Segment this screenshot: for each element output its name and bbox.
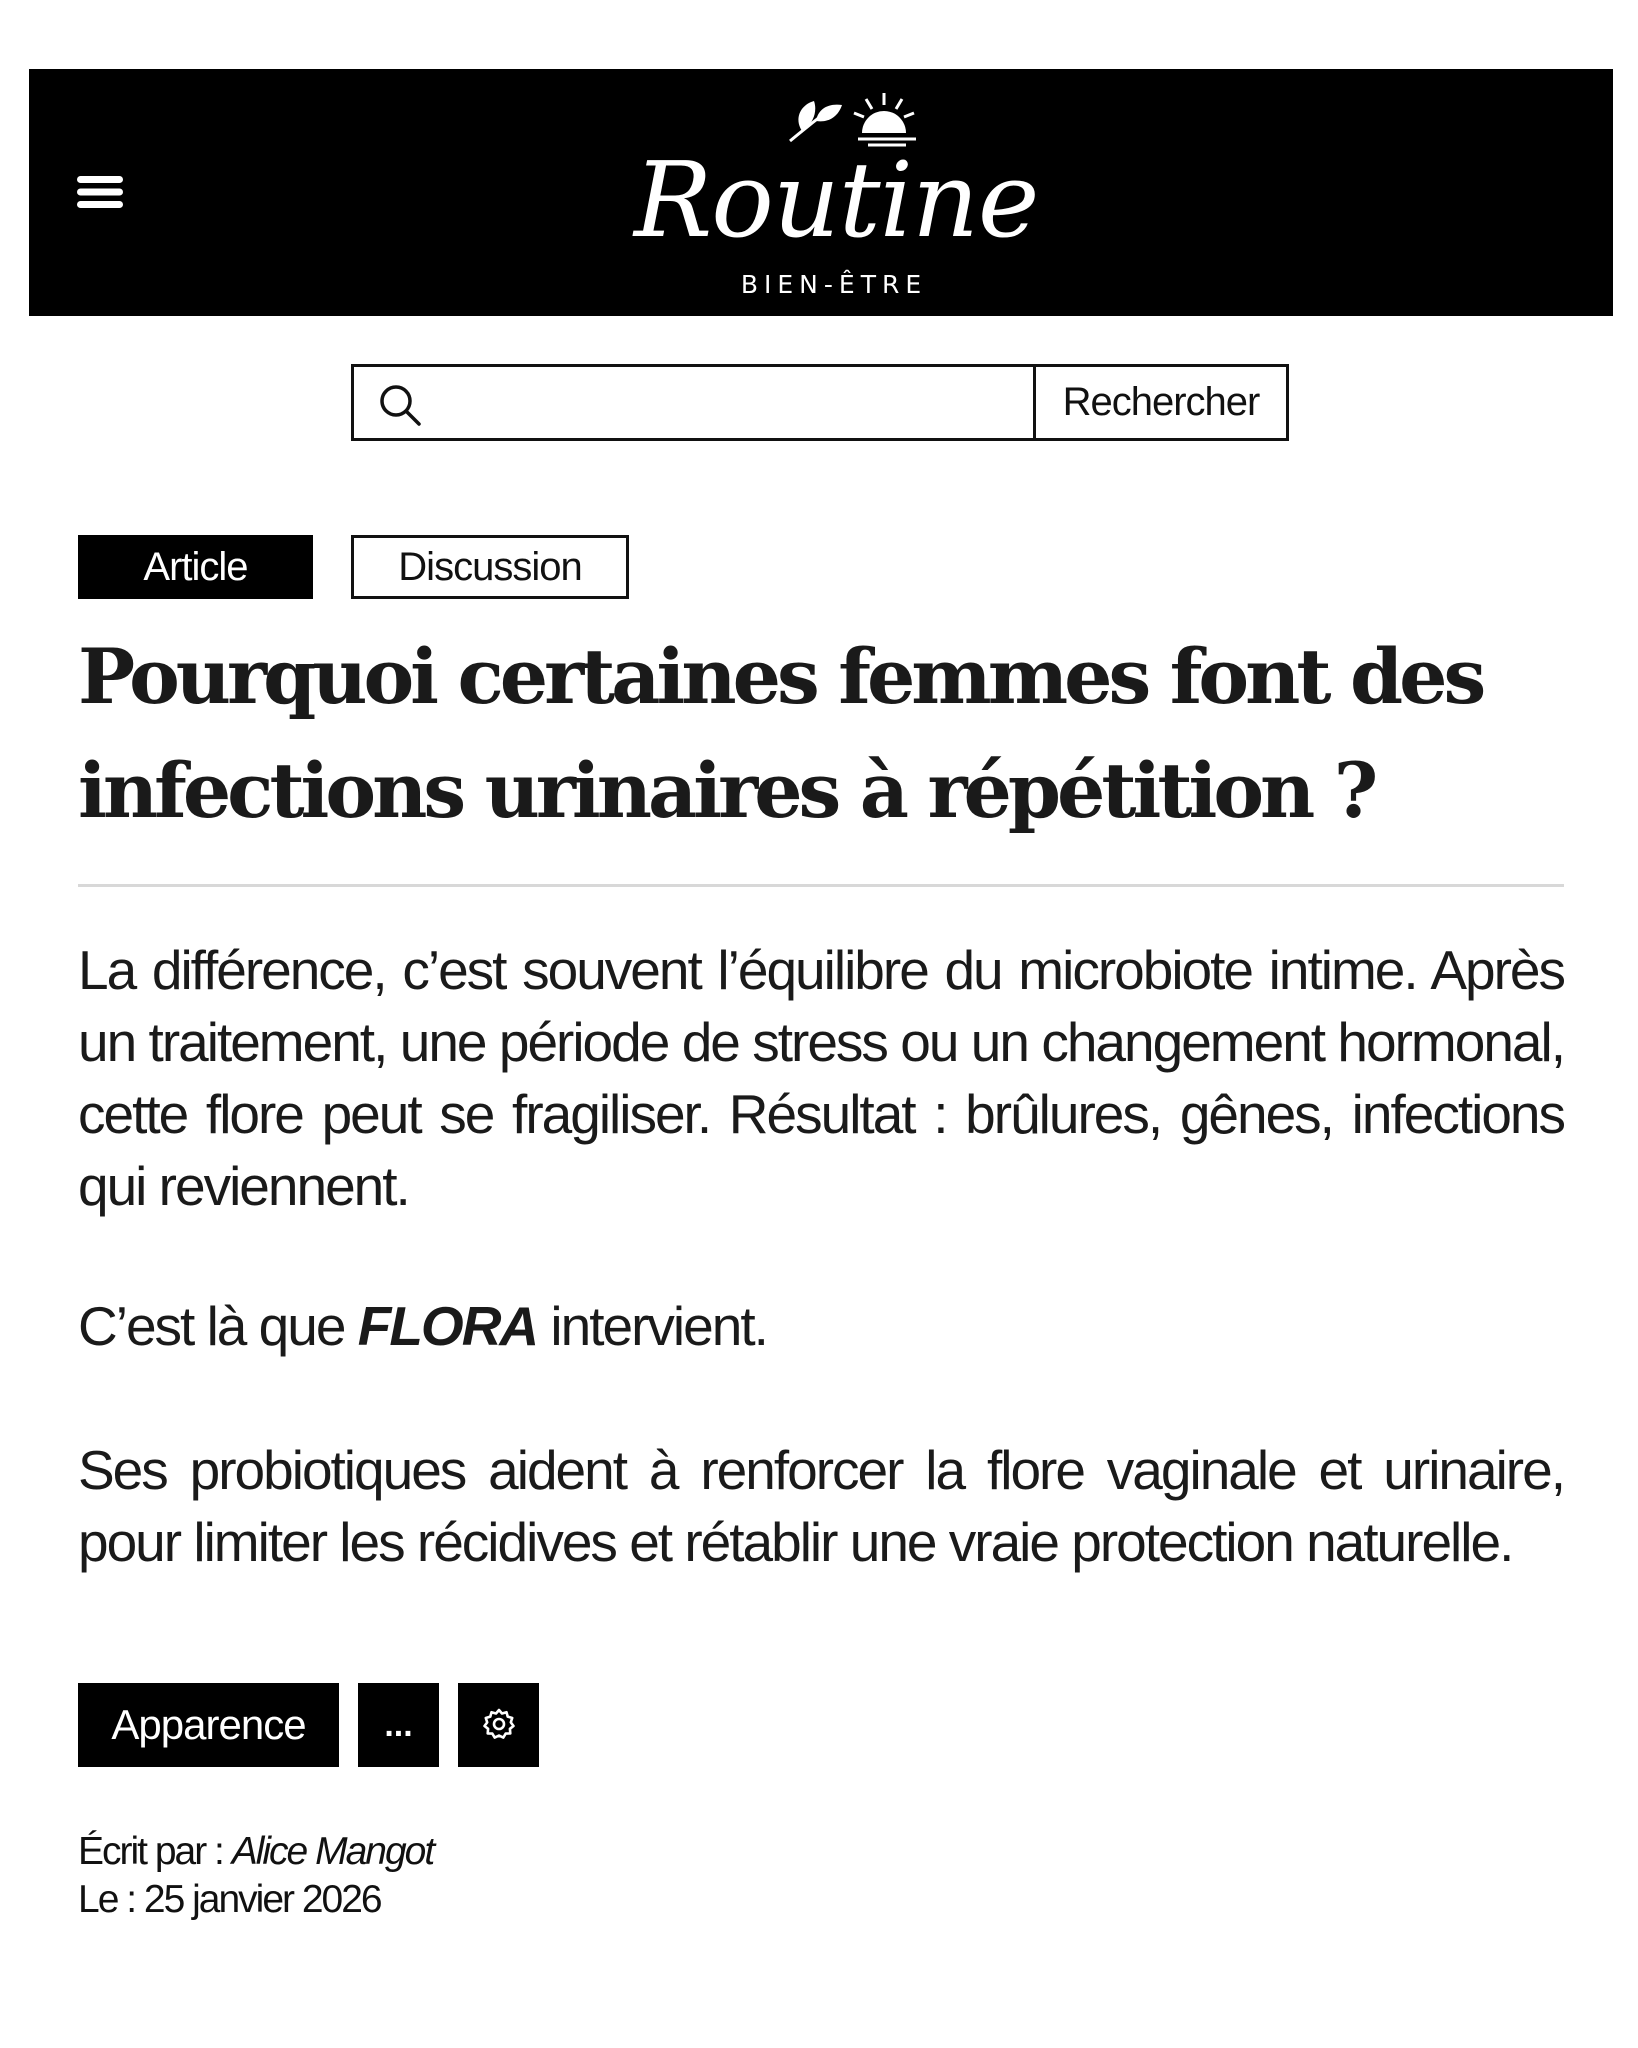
article-date: [78, 1875, 381, 1925]
search-button[interactable]: Rechercher: [1033, 364, 1289, 441]
article-title: Pourquoi certaines femmes font des infections urinaires à répétition ?: [78, 632, 1483, 835]
search-input[interactable]: [438, 373, 1027, 435]
search-bar: [351, 364, 1033, 441]
logo-tagline: BIEN-ÊTRE: [740, 270, 928, 299]
title-divider: [78, 884, 1564, 887]
article-paragraph-1: La différence, c’est souvent l’équilibre du microbiote intime. Après un traitement, une période de stress ou un changement hormonal, cette flore peut se fragiliser. Résultat : brûlures, gênes, infections qui reviennent.: [78, 939, 1564, 1217]
site-header: [29, 69, 1613, 316]
author-name[interactable]: Alice Mangot: [231, 1830, 434, 1873]
article-author: [78, 1827, 433, 1877]
settings-button[interactable]: [458, 1683, 539, 1767]
site-logo[interactable]: [634, 89, 1039, 304]
tab-article[interactable]: Article: [78, 535, 313, 599]
paragraph-2-tail: intervient.: [537, 1295, 767, 1357]
date-prefix: Le :: [78, 1878, 144, 1921]
paragraph-2-lead: C’est là que: [78, 1295, 358, 1357]
date-value: 25 janvier 2026: [143, 1878, 381, 1921]
hamburger-menu-icon[interactable]: [77, 174, 123, 210]
author-prefix: Écrit par :: [78, 1830, 232, 1873]
article-paragraph-2: [78, 1290, 1564, 1362]
more-options-button[interactable]: ...: [358, 1683, 439, 1767]
article-paragraph-3: Ses probiotiques aident à renforcer la flore vaginale et urinaire, pour limiter les récidives et rétablir une vraie protection naturelle.: [78, 1439, 1564, 1573]
gear-icon: [482, 1707, 516, 1744]
appearance-button[interactable]: Apparence: [78, 1683, 339, 1767]
search-icon: [378, 383, 422, 427]
tab-discussion[interactable]: Discussion: [351, 535, 629, 599]
brand-name: FLORA: [357, 1295, 538, 1357]
logo-wordmark: Routine: [634, 139, 1039, 261]
